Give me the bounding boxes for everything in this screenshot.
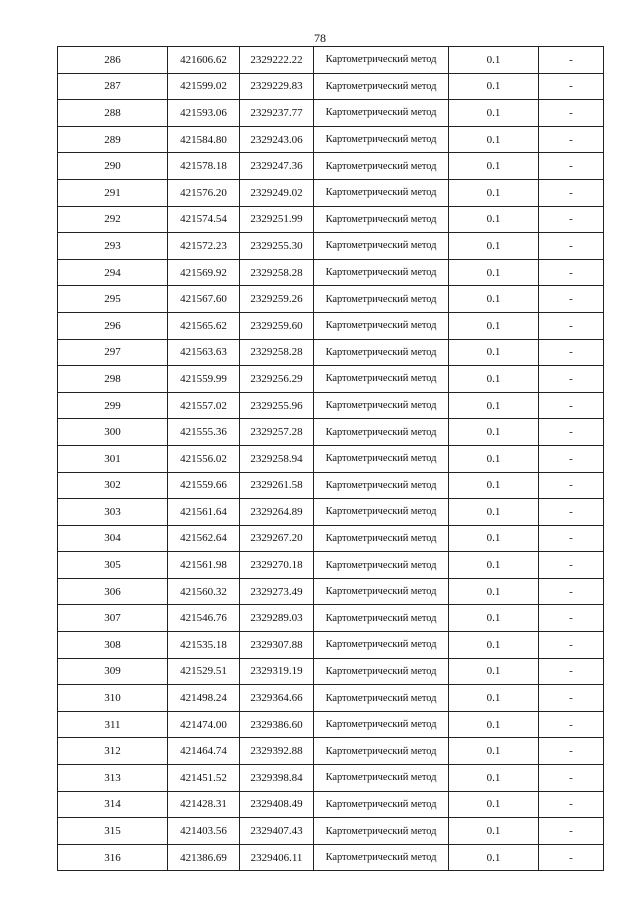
note-cell: -	[539, 818, 604, 845]
accuracy-cell: 0.1	[449, 791, 539, 818]
coord-y-cell: 2329307.88	[240, 632, 314, 659]
accuracy-cell: 0.1	[449, 312, 539, 339]
point-number-cell: 291	[58, 179, 168, 206]
coord-y-cell: 2329261.58	[240, 472, 314, 499]
point-number-cell: 316	[58, 844, 168, 871]
coord-y-cell: 2329398.84	[240, 765, 314, 792]
table-row	[58, 179, 604, 206]
page-number: 78	[314, 31, 326, 45]
method-cell: Картометрический метод	[314, 339, 449, 366]
table-row	[58, 525, 604, 552]
note-cell: -	[539, 765, 604, 792]
accuracy-cell: 0.1	[449, 366, 539, 393]
point-number-cell: 292	[58, 206, 168, 233]
coord-y-cell: 2329255.96	[240, 392, 314, 419]
point-number-cell: 288	[58, 100, 168, 127]
table-row	[58, 47, 604, 74]
table-row	[58, 711, 604, 738]
accuracy-cell: 0.1	[449, 472, 539, 499]
point-number-cell: 299	[58, 392, 168, 419]
table-row	[58, 419, 604, 446]
point-number-cell: 305	[58, 552, 168, 579]
note-cell: -	[539, 286, 604, 313]
accuracy-cell: 0.1	[449, 632, 539, 659]
point-number-cell: 300	[58, 419, 168, 446]
method-cell: Картометрический метод	[314, 47, 449, 74]
note-cell: -	[539, 685, 604, 712]
note-cell: -	[539, 525, 604, 552]
point-number-cell: 307	[58, 605, 168, 632]
table-row	[58, 233, 604, 260]
coord-x-cell: 421464.74	[168, 738, 240, 765]
coord-y-cell: 2329251.99	[240, 206, 314, 233]
accuracy-cell: 0.1	[449, 685, 539, 712]
coord-x-cell: 421559.99	[168, 366, 240, 393]
coord-x-cell: 421562.64	[168, 525, 240, 552]
table-row	[58, 206, 604, 233]
coord-x-cell: 421535.18	[168, 632, 240, 659]
note-cell: -	[539, 366, 604, 393]
method-cell: Картометрический метод	[314, 738, 449, 765]
accuracy-cell: 0.1	[449, 711, 539, 738]
method-cell: Картометрический метод	[314, 366, 449, 393]
accuracy-cell: 0.1	[449, 259, 539, 286]
coord-x-cell: 421428.31	[168, 791, 240, 818]
coord-x-cell: 421576.20	[168, 179, 240, 206]
table-row	[58, 499, 604, 526]
method-cell: Картометрический метод	[314, 233, 449, 260]
note-cell: -	[539, 844, 604, 871]
coord-x-cell: 421556.02	[168, 445, 240, 472]
coord-x-cell: 421584.80	[168, 126, 240, 153]
coord-y-cell: 2329386.60	[240, 711, 314, 738]
coord-x-cell: 421451.52	[168, 765, 240, 792]
method-cell: Картометрический метод	[314, 100, 449, 127]
table-row	[58, 472, 604, 499]
coord-x-cell: 421606.62	[168, 47, 240, 74]
accuracy-cell: 0.1	[449, 818, 539, 845]
method-cell: Картометрический метод	[314, 685, 449, 712]
accuracy-cell: 0.1	[449, 286, 539, 313]
method-cell: Картометрический метод	[314, 818, 449, 845]
note-cell: -	[539, 179, 604, 206]
accuracy-cell: 0.1	[449, 658, 539, 685]
accuracy-cell: 0.1	[449, 100, 539, 127]
point-number-cell: 294	[58, 259, 168, 286]
note-cell: -	[539, 47, 604, 74]
method-cell: Картометрический метод	[314, 312, 449, 339]
table-row	[58, 153, 604, 180]
method-cell: Картометрический метод	[314, 605, 449, 632]
note-cell: -	[539, 552, 604, 579]
method-cell: Картометрический метод	[314, 206, 449, 233]
point-number-cell: 302	[58, 472, 168, 499]
coordinates-table-body	[58, 47, 604, 871]
point-number-cell: 310	[58, 685, 168, 712]
coord-y-cell: 2329264.89	[240, 499, 314, 526]
coord-x-cell: 421599.02	[168, 73, 240, 100]
coord-y-cell: 2329392.88	[240, 738, 314, 765]
coord-y-cell: 2329256.29	[240, 366, 314, 393]
accuracy-cell: 0.1	[449, 605, 539, 632]
coord-x-cell: 421557.02	[168, 392, 240, 419]
accuracy-cell: 0.1	[449, 552, 539, 579]
point-number-cell: 304	[58, 525, 168, 552]
coord-y-cell: 2329364.66	[240, 685, 314, 712]
note-cell: -	[539, 312, 604, 339]
note-cell: -	[539, 658, 604, 685]
table-row	[58, 392, 604, 419]
method-cell: Картометрический метод	[314, 179, 449, 206]
coord-x-cell: 421572.23	[168, 233, 240, 260]
method-cell: Картометрический метод	[314, 286, 449, 313]
coord-y-cell: 2329258.28	[240, 259, 314, 286]
accuracy-cell: 0.1	[449, 765, 539, 792]
coord-x-cell: 421386.69	[168, 844, 240, 871]
coord-y-cell: 2329408.49	[240, 791, 314, 818]
coord-y-cell: 2329407.43	[240, 818, 314, 845]
table-row	[58, 738, 604, 765]
point-number-cell: 306	[58, 578, 168, 605]
note-cell: -	[539, 73, 604, 100]
method-cell: Картометрический метод	[314, 791, 449, 818]
table-row	[58, 126, 604, 153]
coord-x-cell: 421403.56	[168, 818, 240, 845]
coord-y-cell: 2329258.94	[240, 445, 314, 472]
coord-x-cell: 421560.32	[168, 578, 240, 605]
method-cell: Картометрический метод	[314, 711, 449, 738]
accuracy-cell: 0.1	[449, 47, 539, 74]
coord-x-cell: 421529.51	[168, 658, 240, 685]
point-number-cell: 287	[58, 73, 168, 100]
table-row	[58, 552, 604, 579]
point-number-cell: 311	[58, 711, 168, 738]
method-cell: Картометрический метод	[314, 259, 449, 286]
note-cell: -	[539, 153, 604, 180]
table-row	[58, 73, 604, 100]
point-number-cell: 303	[58, 499, 168, 526]
point-number-cell: 295	[58, 286, 168, 313]
note-cell: -	[539, 711, 604, 738]
coord-x-cell: 421569.92	[168, 259, 240, 286]
accuracy-cell: 0.1	[449, 419, 539, 446]
method-cell: Картометрический метод	[314, 844, 449, 871]
method-cell: Картометрический метод	[314, 73, 449, 100]
table-row	[58, 100, 604, 127]
point-number-cell: 309	[58, 658, 168, 685]
coord-y-cell: 2329406.11	[240, 844, 314, 871]
coord-y-cell: 2329270.18	[240, 552, 314, 579]
point-number-cell: 297	[58, 339, 168, 366]
table-row	[58, 366, 604, 393]
table-row	[58, 791, 604, 818]
note-cell: -	[539, 392, 604, 419]
note-cell: -	[539, 605, 604, 632]
method-cell: Картометрический метод	[314, 525, 449, 552]
coord-x-cell: 421555.36	[168, 419, 240, 446]
table-row	[58, 765, 604, 792]
coord-y-cell: 2329319.19	[240, 658, 314, 685]
coord-x-cell: 421574.54	[168, 206, 240, 233]
table-row	[58, 685, 604, 712]
method-cell: Картометрический метод	[314, 472, 449, 499]
accuracy-cell: 0.1	[449, 844, 539, 871]
note-cell: -	[539, 472, 604, 499]
coord-y-cell: 2329247.36	[240, 153, 314, 180]
note-cell: -	[539, 419, 604, 446]
table-row	[58, 312, 604, 339]
note-cell: -	[539, 126, 604, 153]
coord-y-cell: 2329243.06	[240, 126, 314, 153]
coord-x-cell: 421561.98	[168, 552, 240, 579]
point-number-cell: 315	[58, 818, 168, 845]
coord-y-cell: 2329249.02	[240, 179, 314, 206]
table-row	[58, 818, 604, 845]
method-cell: Картометрический метод	[314, 578, 449, 605]
coord-y-cell: 2329255.30	[240, 233, 314, 260]
point-number-cell: 313	[58, 765, 168, 792]
point-number-cell: 286	[58, 47, 168, 74]
coord-y-cell: 2329259.60	[240, 312, 314, 339]
accuracy-cell: 0.1	[449, 339, 539, 366]
table-row	[58, 339, 604, 366]
method-cell: Картометрический метод	[314, 765, 449, 792]
coord-y-cell: 2329267.20	[240, 525, 314, 552]
coord-y-cell: 2329257.28	[240, 419, 314, 446]
note-cell: -	[539, 791, 604, 818]
method-cell: Картометрический метод	[314, 552, 449, 579]
table-row	[58, 578, 604, 605]
table-row	[58, 632, 604, 659]
coord-y-cell: 2329289.03	[240, 605, 314, 632]
accuracy-cell: 0.1	[449, 445, 539, 472]
accuracy-cell: 0.1	[449, 233, 539, 260]
note-cell: -	[539, 499, 604, 526]
method-cell: Картометрический метод	[314, 153, 449, 180]
accuracy-cell: 0.1	[449, 578, 539, 605]
coord-y-cell: 2329259.26	[240, 286, 314, 313]
note-cell: -	[539, 738, 604, 765]
coord-x-cell: 421546.76	[168, 605, 240, 632]
method-cell: Картометрический метод	[314, 126, 449, 153]
coord-x-cell: 421498.24	[168, 685, 240, 712]
method-cell: Картометрический метод	[314, 445, 449, 472]
coord-y-cell: 2329273.49	[240, 578, 314, 605]
note-cell: -	[539, 206, 604, 233]
method-cell: Картометрический метод	[314, 632, 449, 659]
note-cell: -	[539, 578, 604, 605]
coord-x-cell: 421565.62	[168, 312, 240, 339]
note-cell: -	[539, 259, 604, 286]
coord-y-cell: 2329222.22	[240, 47, 314, 74]
coord-x-cell: 421561.64	[168, 499, 240, 526]
table-row	[58, 605, 604, 632]
table-row	[58, 286, 604, 313]
table-row	[58, 658, 604, 685]
accuracy-cell: 0.1	[449, 206, 539, 233]
coord-x-cell: 421563.63	[168, 339, 240, 366]
table-row	[58, 445, 604, 472]
coord-x-cell: 421474.00	[168, 711, 240, 738]
coord-y-cell: 2329229.83	[240, 73, 314, 100]
note-cell: -	[539, 233, 604, 260]
method-cell: Картометрический метод	[314, 392, 449, 419]
point-number-cell: 289	[58, 126, 168, 153]
table-row	[58, 259, 604, 286]
table-row	[58, 844, 604, 871]
coord-y-cell: 2329237.77	[240, 100, 314, 127]
coord-x-cell: 421559.66	[168, 472, 240, 499]
method-cell: Картометрический метод	[314, 658, 449, 685]
note-cell: -	[539, 445, 604, 472]
accuracy-cell: 0.1	[449, 499, 539, 526]
method-cell: Картометрический метод	[314, 499, 449, 526]
accuracy-cell: 0.1	[449, 738, 539, 765]
point-number-cell: 296	[58, 312, 168, 339]
accuracy-cell: 0.1	[449, 525, 539, 552]
accuracy-cell: 0.1	[449, 179, 539, 206]
coord-y-cell: 2329258.28	[240, 339, 314, 366]
point-number-cell: 312	[58, 738, 168, 765]
coord-x-cell: 421593.06	[168, 100, 240, 127]
point-number-cell: 293	[58, 233, 168, 260]
point-number-cell: 290	[58, 153, 168, 180]
accuracy-cell: 0.1	[449, 153, 539, 180]
accuracy-cell: 0.1	[449, 73, 539, 100]
point-number-cell: 298	[58, 366, 168, 393]
note-cell: -	[539, 339, 604, 366]
note-cell: -	[539, 100, 604, 127]
point-number-cell: 308	[58, 632, 168, 659]
accuracy-cell: 0.1	[449, 126, 539, 153]
point-number-cell: 301	[58, 445, 168, 472]
coord-x-cell: 421578.18	[168, 153, 240, 180]
coordinates-table	[57, 46, 604, 871]
method-cell: Картометрический метод	[314, 419, 449, 446]
accuracy-cell: 0.1	[449, 392, 539, 419]
note-cell: -	[539, 632, 604, 659]
coord-x-cell: 421567.60	[168, 286, 240, 313]
point-number-cell: 314	[58, 791, 168, 818]
